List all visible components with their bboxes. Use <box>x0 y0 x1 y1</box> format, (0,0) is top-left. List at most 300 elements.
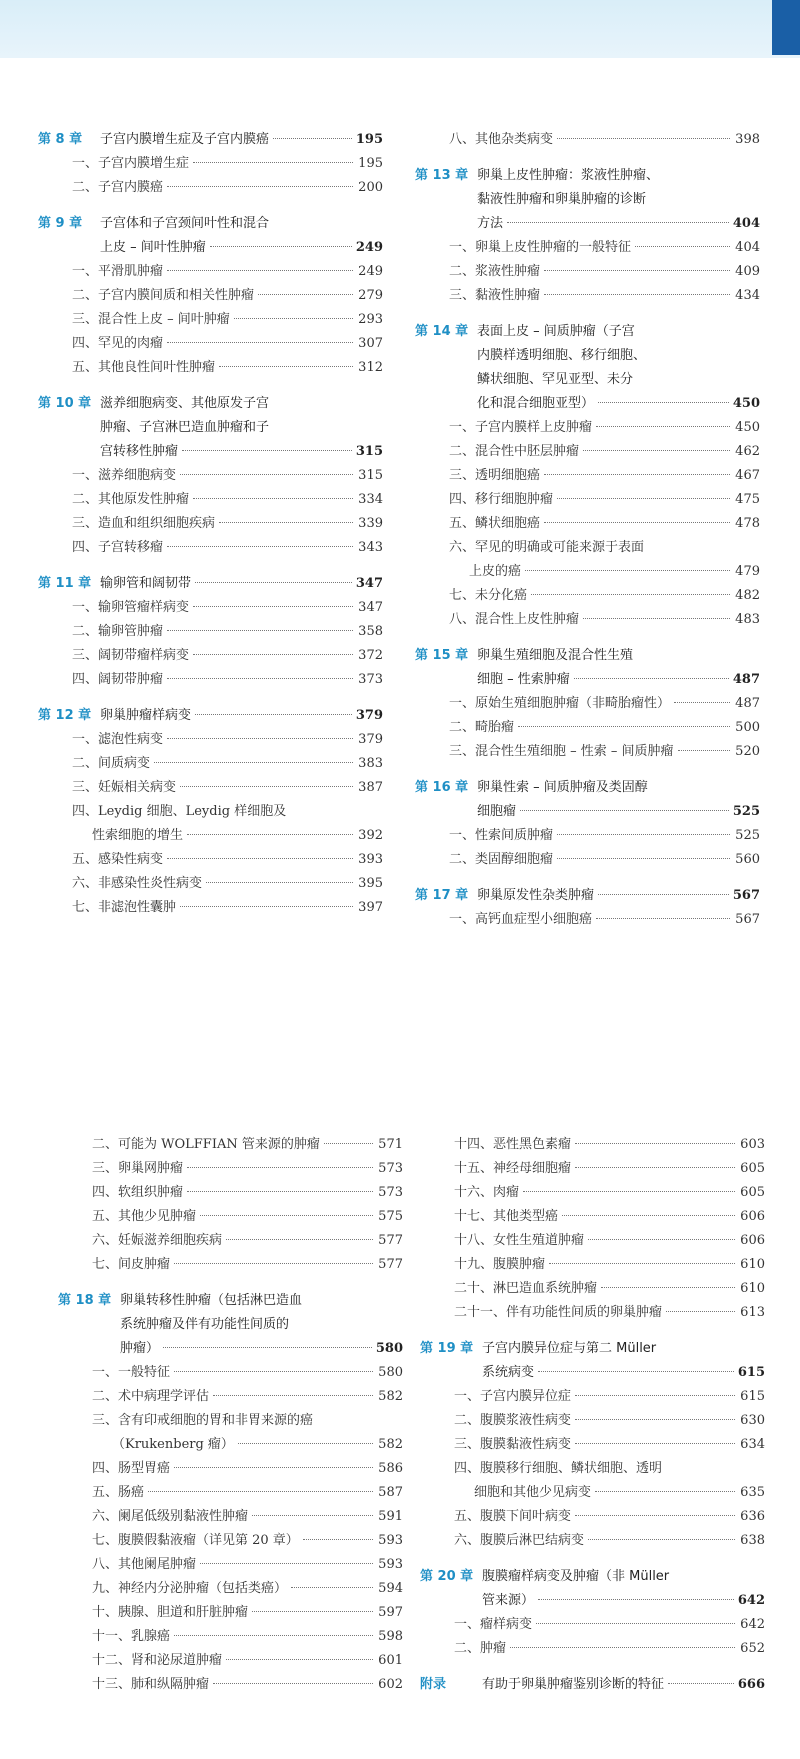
leader-dots <box>525 570 730 571</box>
toc-chapter-entry[interactable] <box>38 392 383 416</box>
entry-title: 四、阔韧带肿瘤 <box>72 672 164 687</box>
toc-entry[interactable] <box>38 236 383 260</box>
entry-title: 六、阑尾低级别黏液性肿瘤 <box>92 1509 249 1524</box>
page-number: 279 <box>358 288 383 303</box>
chapter-title: 子宫内膜异位症与第二 Müller <box>482 1341 657 1356</box>
entry-title: 二、其他原发性肿瘤 <box>72 492 190 507</box>
leader-dots <box>258 294 353 295</box>
toc-entry[interactable] <box>420 1133 765 1157</box>
leader-dots <box>148 1491 373 1492</box>
entry-title: 一、滤泡性病变 <box>72 732 164 747</box>
chapter-title: 卵巢生殖细胞及混合性生殖 <box>477 648 634 663</box>
entry-title: 六、罕见的明确或可能来源于表面 <box>449 540 645 555</box>
toc-entry[interactable] <box>415 560 760 584</box>
toc-entry[interactable] <box>38 284 383 308</box>
page-number: 358 <box>358 624 383 639</box>
toc-chapter-entry[interactable] <box>38 572 383 596</box>
page-number: 195 <box>355 132 383 147</box>
toc-entry[interactable] <box>420 1409 765 1433</box>
toc-entry[interactable] <box>38 728 383 752</box>
leader-dots <box>595 1491 735 1492</box>
chapter-number: 第 15 章 <box>415 648 469 663</box>
leader-dots <box>557 858 730 859</box>
section-gap <box>415 308 760 320</box>
toc-entry[interactable] <box>58 1505 403 1529</box>
page-number: 379 <box>358 732 383 747</box>
page-number: 404 <box>732 216 760 231</box>
toc-entry[interactable] <box>58 1529 403 1553</box>
toc-entry[interactable] <box>415 344 760 368</box>
leader-dots <box>557 834 730 835</box>
page-number: 573 <box>378 1161 403 1176</box>
leader-dots <box>523 1191 735 1192</box>
entry-title: 方法 <box>477 216 504 231</box>
toc-chapter-entry[interactable] <box>415 320 760 344</box>
toc-entry[interactable] <box>58 1133 403 1157</box>
entry-title: 十五、神经母细胞瘤 <box>454 1161 572 1176</box>
entry-title: 十八、女性生殖道肿瘤 <box>454 1233 585 1248</box>
toc-entry[interactable] <box>415 740 760 764</box>
toc-entry[interactable] <box>415 128 760 152</box>
leader-dots <box>180 906 353 907</box>
toc-entry[interactable] <box>420 1361 765 1385</box>
leader-dots <box>531 594 730 595</box>
toc-entry[interactable] <box>420 1589 765 1613</box>
leader-dots <box>174 1467 373 1468</box>
chapter-title: 卵巢转移性肿瘤（包括淋巴造血 <box>120 1293 303 1308</box>
toc-entry[interactable] <box>38 752 383 776</box>
entry-title: 四、子宫转移瘤 <box>72 540 164 555</box>
toc-chapter-entry[interactable] <box>58 1289 403 1313</box>
leader-dots <box>180 786 353 787</box>
toc-entry[interactable] <box>420 1433 765 1457</box>
entry-title: 二十、淋巴造血系统肿瘤 <box>454 1281 598 1296</box>
toc-entry[interactable] <box>420 1181 765 1205</box>
entry-title: 四、Leydig 细胞、Leydig 样细胞及 <box>72 804 287 819</box>
leader-dots <box>536 1623 735 1624</box>
leader-dots <box>538 1599 734 1600</box>
toc-chapter-entry[interactable] <box>38 212 383 236</box>
toc-entry[interactable] <box>58 1481 403 1505</box>
page-number: 652 <box>740 1641 765 1656</box>
toc-entry[interactable] <box>38 356 383 380</box>
page-number: 487 <box>732 672 760 687</box>
entry-title: 二、畸胎瘤 <box>449 720 515 735</box>
page-number: 383 <box>358 756 383 771</box>
toc-entry[interactable] <box>38 536 383 560</box>
toc-entry[interactable] <box>415 392 760 416</box>
leader-dots <box>575 1167 735 1168</box>
toc-entry[interactable] <box>420 1637 765 1661</box>
toc-entry[interactable] <box>420 1385 765 1409</box>
leader-dots <box>678 750 730 751</box>
toc-column-top-left <box>38 128 383 920</box>
section-gap <box>415 764 760 776</box>
page-number: 606 <box>740 1233 765 1248</box>
leader-dots <box>538 1371 734 1372</box>
toc-chapter-entry[interactable] <box>415 776 760 800</box>
section-gap <box>38 560 383 572</box>
leader-dots <box>598 894 729 895</box>
chapter-number: 第 8 章 <box>38 132 83 147</box>
page-number: 567 <box>735 912 760 927</box>
leader-dots <box>518 726 730 727</box>
leader-dots <box>507 222 729 223</box>
leader-dots <box>575 1515 735 1516</box>
chapter-title: 卵巢性索 – 间质肿瘤及类固醇 <box>477 780 648 795</box>
page-number: 379 <box>355 708 383 723</box>
toc-chapter-entry[interactable] <box>420 1337 765 1361</box>
page-number: 634 <box>740 1437 765 1452</box>
leader-dots <box>601 1287 735 1288</box>
leader-dots <box>575 1143 735 1144</box>
entry-title: 一、子宫内膜异位症 <box>454 1389 572 1404</box>
toc-entry[interactable] <box>58 1649 403 1673</box>
entry-title: 三、含有印戒细胞的胃和非胃来源的癌 <box>92 1413 314 1428</box>
toc-entry[interactable] <box>420 1229 765 1253</box>
page-number: 450 <box>735 420 760 435</box>
header-accent <box>772 0 800 55</box>
entry-title: 一、输卵管瘤样病变 <box>72 600 190 615</box>
toc-entry[interactable] <box>58 1229 403 1253</box>
entry-title: 三、透明细胞癌 <box>449 468 541 483</box>
page-number: 605 <box>740 1185 765 1200</box>
leader-dots <box>544 474 730 475</box>
toc-entry[interactable] <box>58 1361 403 1385</box>
toc-entry[interactable] <box>415 584 760 608</box>
entry-title: 三、造血和组织细胞疾病 <box>72 516 216 531</box>
chapter-title: 滋养细胞病变、其他原发子宫 <box>100 396 270 411</box>
entry-title: 五、感染性病变 <box>72 852 164 867</box>
page-number: 580 <box>375 1341 403 1356</box>
toc-chapter-entry[interactable] <box>38 128 383 152</box>
chapter-title: 卵巢肿瘤样病变 <box>100 708 192 723</box>
page-number: 577 <box>378 1233 403 1248</box>
page-number: 605 <box>740 1161 765 1176</box>
leader-dots <box>167 270 353 271</box>
toc-entry[interactable] <box>38 332 383 356</box>
entry-title: 鳞状细胞、罕见亚型、未分 <box>477 372 634 387</box>
leader-dots <box>544 294 730 295</box>
leader-dots <box>252 1611 373 1612</box>
toc-entry[interactable] <box>420 1157 765 1181</box>
toc-entry[interactable] <box>38 176 383 200</box>
entry-title: 二十一、伴有功能性间质的卵巢肿瘤 <box>454 1305 663 1320</box>
entry-title: 细胞瘤 <box>477 804 517 819</box>
entry-title: 十、胰腺、胆道和肝脏肿瘤 <box>92 1605 249 1620</box>
section-gap <box>38 380 383 392</box>
entry-title: 八、其他杂类病变 <box>449 132 554 147</box>
toc-entry[interactable] <box>58 1181 403 1205</box>
page-number: 307 <box>358 336 383 351</box>
page-number: 591 <box>378 1509 403 1524</box>
toc-entry[interactable] <box>58 1433 403 1457</box>
toc-entry[interactable] <box>420 1457 765 1481</box>
toc-entry[interactable] <box>58 1313 403 1337</box>
page-number: 343 <box>358 540 383 555</box>
leader-dots <box>557 138 730 139</box>
page-number: 395 <box>358 876 383 891</box>
toc-column-top-right <box>415 128 760 932</box>
page-number: 582 <box>378 1389 403 1404</box>
page-number: 603 <box>740 1137 765 1152</box>
leader-dots <box>544 522 730 523</box>
leader-dots <box>588 1239 735 1240</box>
leader-dots <box>234 318 353 319</box>
toc-entry[interactable] <box>38 152 383 176</box>
section-gap <box>38 200 383 212</box>
entry-title: 四、移行细胞肿瘤 <box>449 492 554 507</box>
entry-title: 细胞和其他少见病变 <box>474 1485 592 1500</box>
page-number: 560 <box>735 852 760 867</box>
page-number: 520 <box>735 744 760 759</box>
section-gap <box>415 152 760 164</box>
toc-chapter-entry[interactable] <box>420 1565 765 1589</box>
leader-dots <box>575 1419 735 1420</box>
entry-title: 一、一般特征 <box>92 1365 171 1380</box>
entry-title: 一、卵巢上皮性肿瘤的一般特征 <box>449 240 632 255</box>
toc-entry[interactable] <box>38 596 383 620</box>
page-number: 587 <box>378 1485 403 1500</box>
toc-chapter-entry[interactable] <box>420 1673 765 1697</box>
page-number: 392 <box>358 828 383 843</box>
toc-entry[interactable] <box>38 776 383 800</box>
toc-entry[interactable] <box>415 464 760 488</box>
toc-entry[interactable] <box>58 1553 403 1577</box>
toc-entry[interactable] <box>38 488 383 512</box>
leader-dots <box>174 1635 373 1636</box>
leader-dots <box>583 618 730 619</box>
page-number: 573 <box>378 1185 403 1200</box>
toc-entry[interactable] <box>415 440 760 464</box>
page-number: 249 <box>358 264 383 279</box>
toc-entry[interactable] <box>58 1157 403 1181</box>
toc-entry[interactable] <box>58 1337 403 1361</box>
page-number: 613 <box>740 1305 765 1320</box>
toc-entry[interactable] <box>38 416 383 440</box>
leader-dots <box>195 582 352 583</box>
entry-title: 十九、腹膜肿瘤 <box>454 1257 546 1272</box>
page-number: 593 <box>378 1533 403 1548</box>
page-number: 315 <box>358 468 383 483</box>
toc-entry[interactable] <box>58 1625 403 1649</box>
leader-dots <box>520 810 729 811</box>
toc-entry[interactable] <box>58 1457 403 1481</box>
page-number: 567 <box>732 888 760 903</box>
page-number: 630 <box>740 1413 765 1428</box>
toc-entry[interactable] <box>58 1577 403 1601</box>
page-number: 482 <box>735 588 760 603</box>
toc-entry[interactable] <box>415 368 760 392</box>
toc-entry[interactable] <box>420 1529 765 1553</box>
toc-entry[interactable] <box>38 620 383 644</box>
toc-entry[interactable] <box>415 800 760 824</box>
toc-entry[interactable] <box>415 260 760 284</box>
toc-entry[interactable] <box>420 1505 765 1529</box>
toc-entry[interactable] <box>58 1205 403 1229</box>
entry-title: 一、子宫内膜样上皮肿瘤 <box>449 420 593 435</box>
toc-entry[interactable] <box>38 872 383 896</box>
entry-title: 五、其他良性间叶性肿瘤 <box>72 360 216 375</box>
page-number: 525 <box>735 828 760 843</box>
leader-dots <box>588 1539 735 1540</box>
toc-entry[interactable] <box>420 1205 765 1229</box>
leader-dots <box>596 426 730 427</box>
toc-entry[interactable] <box>38 824 383 848</box>
leader-dots <box>252 1515 373 1516</box>
page-number: 580 <box>378 1365 403 1380</box>
leader-dots <box>174 1371 373 1372</box>
toc-entry[interactable] <box>420 1301 765 1325</box>
toc-chapter-entry[interactable] <box>415 884 760 908</box>
toc-entry[interactable] <box>415 692 760 716</box>
chapter-number: 第 17 章 <box>415 888 469 903</box>
chapter-number: 第 14 章 <box>415 324 469 339</box>
toc-entry[interactable] <box>38 260 383 284</box>
page-number: 642 <box>740 1617 765 1632</box>
leader-dots <box>206 882 353 883</box>
entry-title: 六、腹膜后淋巴结病变 <box>454 1533 585 1548</box>
toc-entry[interactable] <box>38 896 383 920</box>
toc-entry[interactable] <box>415 416 760 440</box>
page-number: 393 <box>358 852 383 867</box>
toc-entry[interactable] <box>58 1601 403 1625</box>
leader-dots <box>674 702 730 703</box>
entry-title: 四、腹膜移行细胞、鳞状细胞、透明 <box>454 1461 663 1476</box>
toc-entry[interactable] <box>415 512 760 536</box>
leader-dots <box>167 546 353 547</box>
toc-entry[interactable] <box>415 848 760 872</box>
entry-title: 三、卵巢网肿瘤 <box>92 1161 184 1176</box>
section-gap <box>420 1553 765 1565</box>
entry-title: 肿瘤） <box>120 1341 160 1356</box>
toc-entry[interactable] <box>415 212 760 236</box>
toc-entry[interactable] <box>420 1613 765 1637</box>
leader-dots <box>510 1647 735 1648</box>
toc-entry[interactable] <box>420 1277 765 1301</box>
toc-entry[interactable] <box>415 284 760 308</box>
leader-dots <box>635 246 730 247</box>
toc-entry[interactable] <box>415 668 760 692</box>
leader-dots <box>193 498 353 499</box>
entry-title: 二、间质病变 <box>72 756 151 771</box>
toc-entry[interactable] <box>58 1409 403 1433</box>
entry-title: 黏液性肿瘤和卵巢肿瘤的诊断 <box>477 192 647 207</box>
page-number: 487 <box>735 696 760 711</box>
chapter-number: 第 10 章 <box>38 396 92 411</box>
entry-title: 一、平滑肌肿瘤 <box>72 264 164 279</box>
page-number: 636 <box>740 1509 765 1524</box>
entry-title: 七、非滤泡性囊肿 <box>72 900 177 915</box>
entry-title: 五、腹膜下间叶病变 <box>454 1509 572 1524</box>
page-number: 434 <box>735 288 760 303</box>
page-number: 479 <box>735 564 760 579</box>
section-gap <box>58 1277 403 1289</box>
page-number: 339 <box>358 516 383 531</box>
toc-entry[interactable] <box>415 488 760 512</box>
leader-dots <box>187 1167 373 1168</box>
toc-entry[interactable] <box>38 512 383 536</box>
toc-entry[interactable] <box>58 1385 403 1409</box>
leader-dots <box>210 246 352 247</box>
entry-title: 上皮的癌 <box>469 564 522 579</box>
toc-entry[interactable] <box>415 908 760 932</box>
toc-entry[interactable] <box>415 188 760 212</box>
toc-chapter-entry[interactable] <box>415 644 760 668</box>
entry-title: 六、妊娠滋养细胞疾病 <box>92 1233 223 1248</box>
toc-entry[interactable] <box>420 1481 765 1505</box>
entry-title: 二、术中病理学评估 <box>92 1389 210 1404</box>
page-number: 397 <box>358 900 383 915</box>
entry-title: 二、子宫内膜癌 <box>72 180 164 195</box>
page-number: 200 <box>358 180 383 195</box>
toc-entry[interactable] <box>415 236 760 260</box>
page-number: 638 <box>740 1533 765 1548</box>
entry-title: 肿瘤、子宫淋巴造血肿瘤和子 <box>100 420 270 435</box>
leader-dots <box>167 186 353 187</box>
toc-entry[interactable] <box>415 716 760 740</box>
entry-title: 一、性索间质肿瘤 <box>449 828 554 843</box>
entry-title: 一、原始生殖细胞肿瘤（非畸胎瘤性） <box>449 696 671 711</box>
entry-title: 十四、恶性黑色素瘤 <box>454 1137 572 1152</box>
page-number: 195 <box>358 156 383 171</box>
leader-dots <box>557 498 730 499</box>
entry-title: 四、肠型胃癌 <box>92 1461 171 1476</box>
toc-entry[interactable] <box>38 848 383 872</box>
toc-entry[interactable] <box>38 308 383 332</box>
leader-dots <box>226 1239 373 1240</box>
section-gap <box>420 1661 765 1673</box>
toc-entry[interactable] <box>38 440 383 464</box>
page-number: 575 <box>378 1209 403 1224</box>
chapter-number: 第 16 章 <box>415 780 469 795</box>
entry-title: 五、其他少见肿瘤 <box>92 1209 197 1224</box>
chapter-title: 表面上皮 – 间质肿瘤（子宫 <box>477 324 635 339</box>
toc-entry[interactable] <box>415 608 760 632</box>
toc-entry[interactable] <box>38 668 383 692</box>
chapter-number: 第 19 章 <box>420 1341 474 1356</box>
page-number: 373 <box>358 672 383 687</box>
toc-entry[interactable] <box>58 1673 403 1697</box>
section-gap <box>415 872 760 884</box>
toc-entry[interactable] <box>38 464 383 488</box>
page-number: 478 <box>735 516 760 531</box>
chapter-number: 第 11 章 <box>38 576 92 591</box>
section-gap <box>38 692 383 704</box>
chapter-title: 卵巢原发性杂类肿瘤 <box>477 888 595 903</box>
page-number: 615 <box>740 1389 765 1404</box>
page-number: 577 <box>378 1257 403 1272</box>
toc-entry[interactable] <box>420 1253 765 1277</box>
page-number: 615 <box>737 1365 765 1380</box>
entry-title: 管来源） <box>482 1593 535 1608</box>
toc-entry[interactable] <box>58 1253 403 1277</box>
leader-dots <box>583 450 730 451</box>
toc-chapter-entry[interactable] <box>38 704 383 728</box>
entry-title: 五、鳞状细胞癌 <box>449 516 541 531</box>
leader-dots <box>167 630 353 631</box>
toc-chapter-entry[interactable] <box>415 164 760 188</box>
entry-title: 三、黏液性肿瘤 <box>449 288 541 303</box>
entry-title: 四、罕见的肉瘤 <box>72 336 164 351</box>
entry-title: 细胞 – 性索肿瘤 <box>477 672 570 687</box>
entry-title: 五、肠癌 <box>92 1485 145 1500</box>
entry-title: 系统肿瘤及伴有功能性间质的 <box>120 1317 290 1332</box>
toc-entry[interactable] <box>38 644 383 668</box>
toc-entry[interactable] <box>38 800 383 824</box>
toc-entry[interactable] <box>415 536 760 560</box>
toc-entry[interactable] <box>415 824 760 848</box>
